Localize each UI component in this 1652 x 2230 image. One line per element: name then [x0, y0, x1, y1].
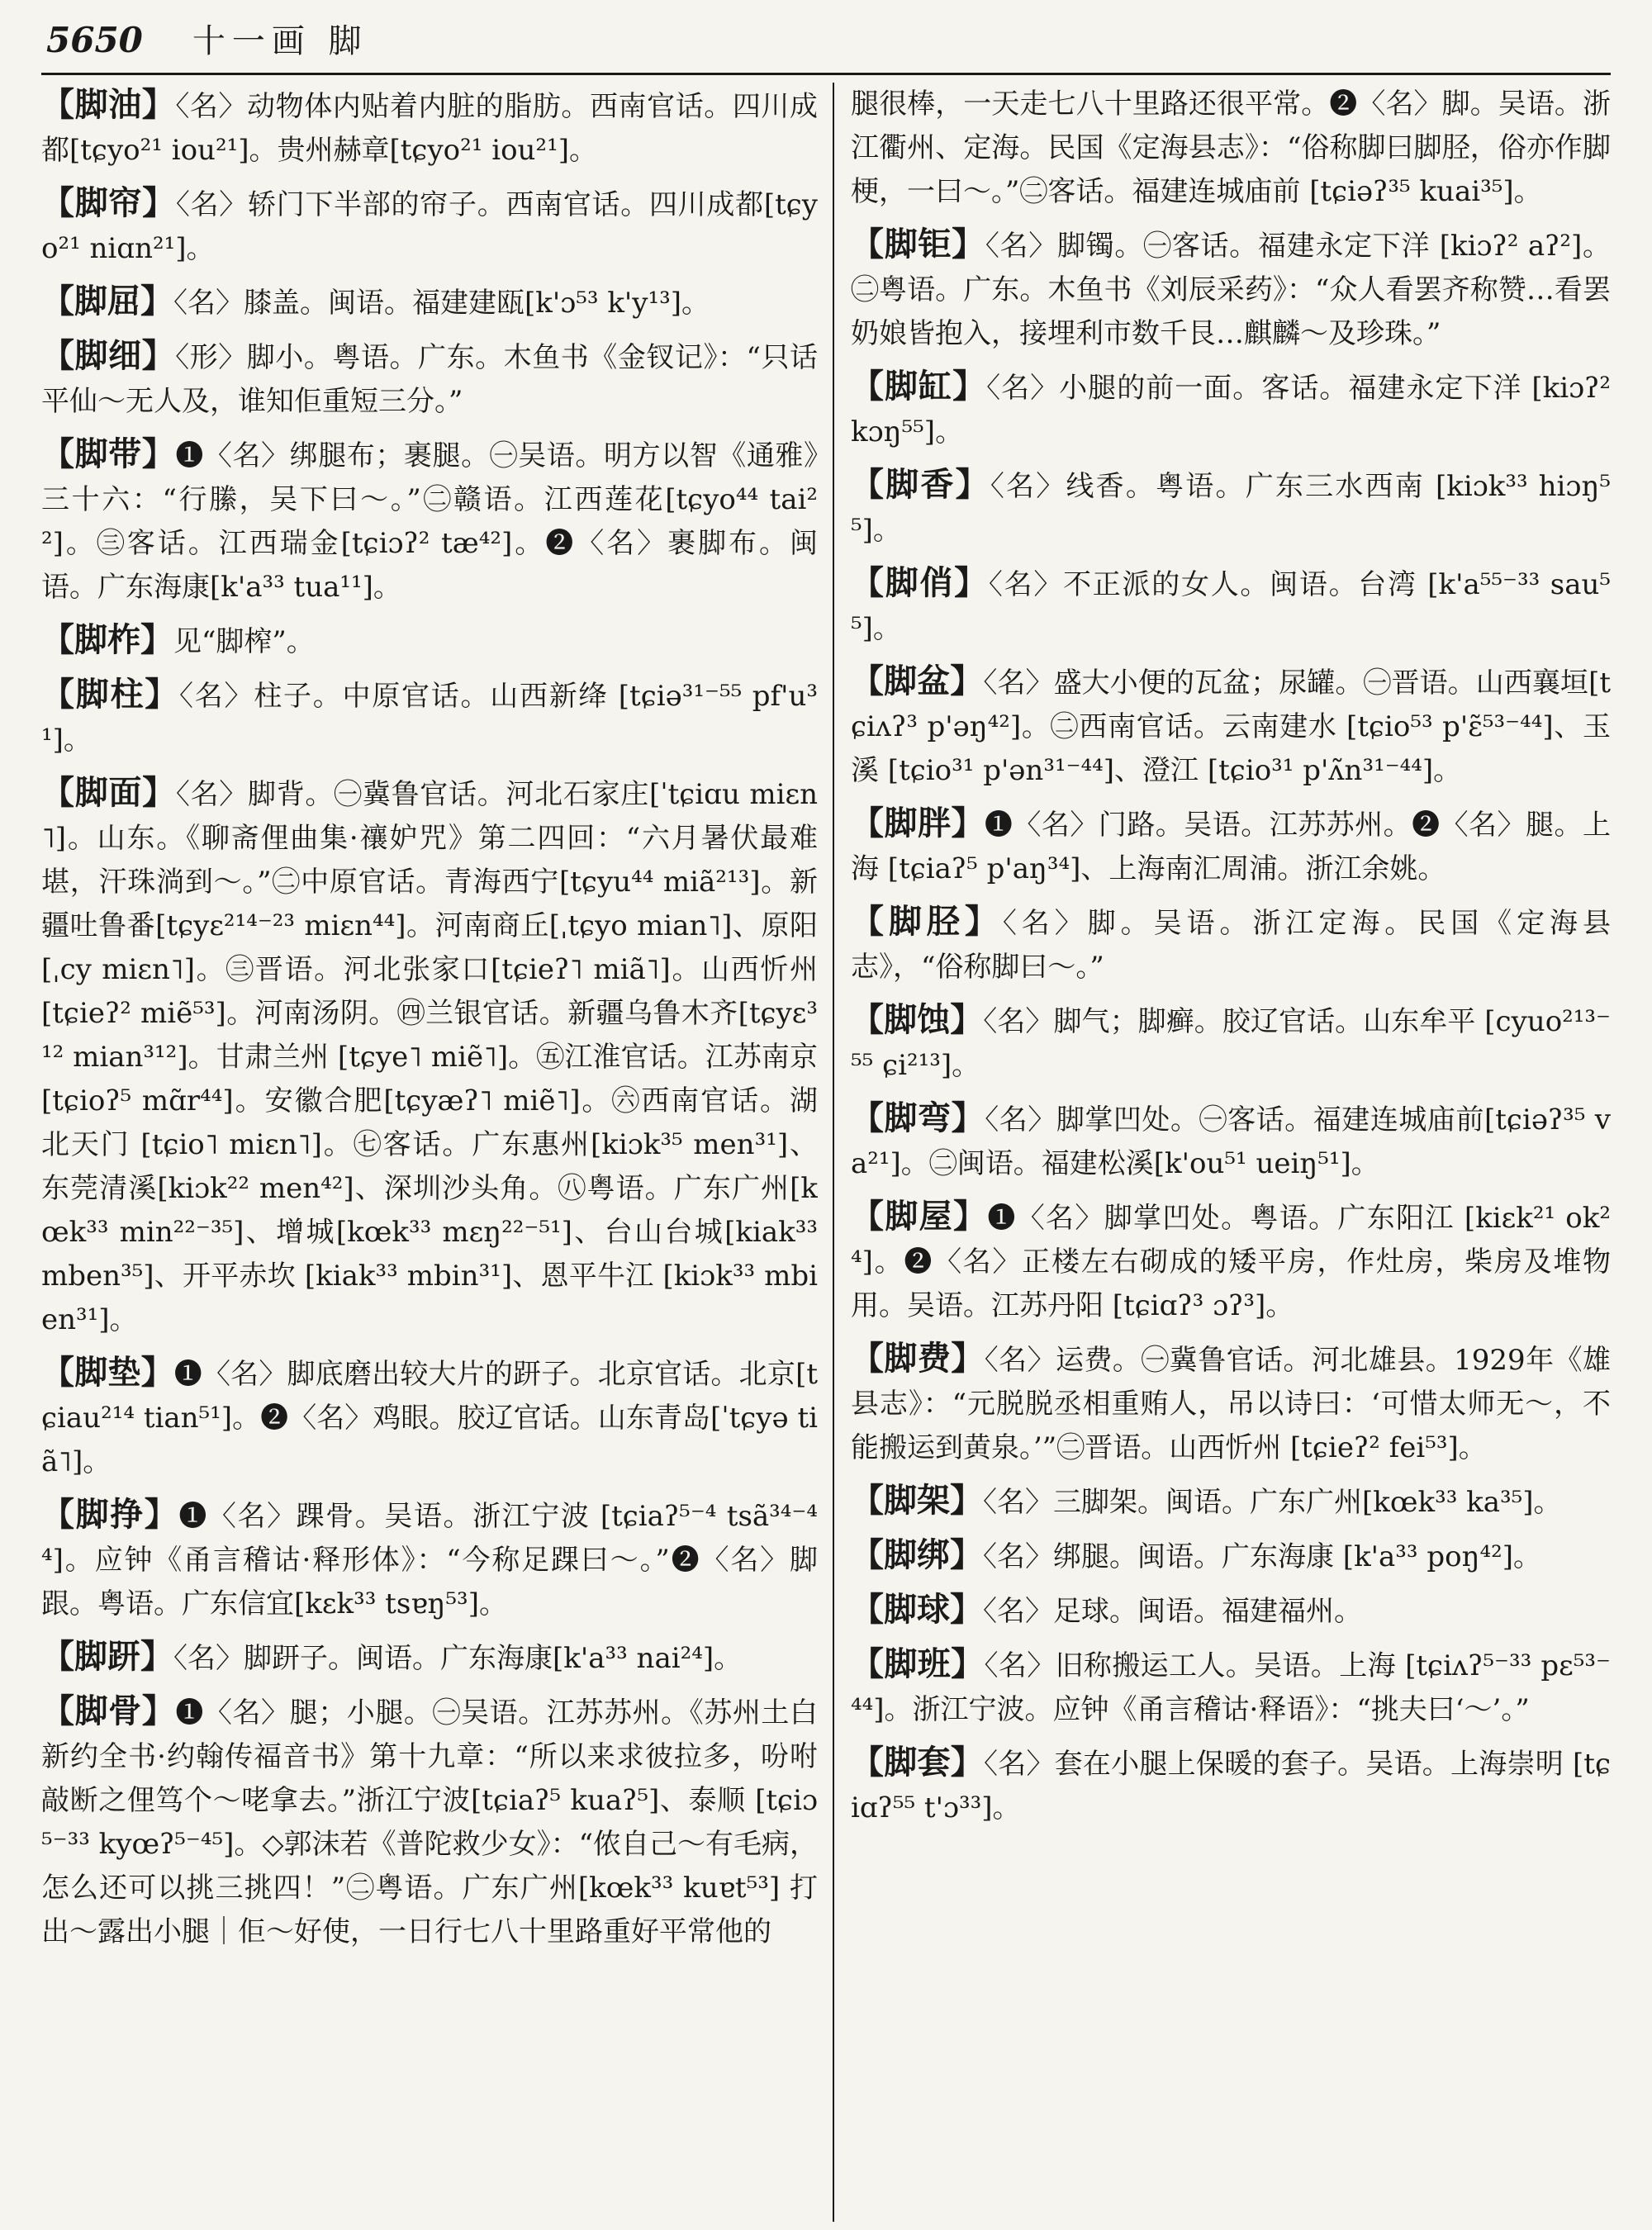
entry-headword: 【脚油】	[41, 85, 176, 124]
entry-definition: 〈名〉运费。㊀冀鲁官话。河北雄县。1929年《雄县志》：“元脱脱丞相重贿人，吊以诗曰：‘可惜太师无～，不能搬运到黄泉。’”㊁晋语。山西忻州 [tɕieʔ² fei⁵³]。	[851, 1344, 1611, 1464]
right-column	[851, 83, 1611, 2222]
entry-headword: 【脚盆】	[851, 662, 984, 700]
entry-definition: ❶〈名〉腿；小腿。㊀吴语。江苏苏州。《苏州土白新约全书·约翰传福音书》第十九章：“所以来求彼拉多，吩咐敲断之俚笃个～咾拿去。”浙江宁波[tɕiaʔ⁵ kuaʔ⁵]、泰顺 [tɕiɔ⁵⁻³³ kyœʔ⁵⁻⁴⁵]。◇郭沫若《普陀救少女》：“侬自己～有毛病，怎么还可以挑三挑四！”㊁粤语。广东广州[kœk³³ kuɐt⁵³] 打出～露出小腿｜佢～好使，一日行七八十里路重好平常他的	[41, 1696, 818, 1948]
entry-definition: 〈名〉旧称搬运工人。吴语。上海 [tɕiʌʔ⁵⁻³³ pɛ⁵³⁻⁴⁴]。浙江宁波。应钟《甬言稽诂·释语》：“挑夫曰‘～’。”	[851, 1649, 1611, 1726]
entry	[851, 1740, 1611, 1830]
entry-definition: ❶〈名〉脚底磨出较大片的趼子。北京官话。北京[tɕiau²¹⁴ tian⁵¹]。❷〈名〉鸡眼。胶辽官话。山东青岛[ˈtɕyə tiã˥]。	[41, 1358, 818, 1478]
entry-headword: 【脚带】	[41, 434, 176, 473]
entry	[851, 1642, 1611, 1732]
entry-headword: 【脚费】	[851, 1339, 985, 1378]
entry-definition: 〈形〉脚小。粤语。广东。木鱼书《金钗记》：“只话平仙～无人及，谁知佢重短三分。”	[41, 341, 818, 418]
entry-headword: 【脚球】	[851, 1590, 983, 1629]
entry-headword: 【脚屋】	[851, 1197, 988, 1236]
entry-continuation: 腿很棒，一天走七八十里路还很平常。❷〈名〉脚。吴语。浙江衢州、定海。民国《定海县志》：“俗称脚曰脚胫，俗亦作脚梗，一曰～。”㊁客话。福建连城庙前 [tɕiəʔ³⁵ kuai³⁵]。	[851, 88, 1611, 208]
entry	[851, 659, 1611, 793]
entry	[851, 801, 1611, 891]
entry-definition: 〈名〉动物体内贴着内脏的脂肪。西南官话。四川成都[tɕyo²¹ iou²¹]。贵州赫章[tɕyo²¹ iou²¹]。	[41, 90, 818, 167]
entry	[41, 334, 818, 424]
entry	[851, 899, 1611, 989]
entry	[851, 1478, 1611, 1525]
entry-headword: 【脚垫】	[41, 1353, 174, 1392]
entry-headword: 【脚钜】	[851, 225, 985, 263]
entry	[41, 771, 818, 1342]
entry	[851, 1096, 1611, 1186]
entry-definition: 〈名〉足球。闽语。福建福州。	[983, 1595, 1362, 1628]
entry	[851, 1533, 1611, 1579]
header-rule	[41, 73, 1611, 75]
entry-definition: 〈名〉盛大小便的瓦盆；尿罐。㊀晋语。山西襄垣[tɕiʌʔ³ p'əŋ⁴²]。㊁西南官话。云南建水 [tɕio⁵³ p'ɛ̃⁵³⁻⁴⁴]、玉溪 [tɕio³¹ p'ən³¹⁻⁴⁴]、澄江 [tɕio³¹ p'ʌ̃n³¹⁻⁴⁴]。	[851, 667, 1611, 787]
left-column	[41, 83, 818, 2222]
entry-definition: 〈名〉脚背。㊀冀鲁官话。河北石家庄[ˈtɕiɑu miɛn˥]。山东。《聊斋俚曲集·禳妒咒》第二四回：“六月暑伏最难堪，汗珠淌到～。”㊁中原官话。青海西宁[tɕyu⁴⁴ miã²¹³]。新疆吐鲁番[tɕyɛ²¹⁴⁻²³ miɛn⁴⁴]。河南商丘[ˌtɕyo mian˥]、原阳[ˌcy miɛn˥]。㊂晋语。河北张家口[tɕieʔ˥ miã˥]。山西忻州 [tɕieʔ² miẽ⁵³]。河南汤阴。㊃兰银官话。新疆乌鲁木齐[tɕyɛ³¹² mian³¹²]。甘肃兰州 [tɕye˥ miẽ˥]。㊄江淮官话。江苏南京[tɕioʔ⁵ mɑ̃r⁴⁴]。安徽合肥[tɕyæʔ˥ miẽ˥]。㊅西南官话。湖北天门 [tɕio˥ miɛn˥]。㊆客话。广东惠州[kiɔk³⁵ men³¹]、东莞清溪[kiɔk²² men⁴²]、深圳沙头角。㊇粤语。广东广州[kœk³³ min²²⁻³⁵]、增城[kœk³³ mɛŋ²²⁻⁵¹]、台山台城[kiak³³ mben³⁵]、开平赤坎 [kiak³³ mbin³¹]、恩平牛江 [kiɔk³³ mbien³¹]。	[41, 778, 818, 1336]
entry-headword: 【脚绑】	[851, 1535, 983, 1574]
entry-headword: 【脚面】	[41, 773, 176, 812]
entry-headword: 【脚胫】	[851, 902, 1003, 941]
entry	[41, 672, 818, 762]
entry-definition: 〈名〉脚镯。㊀客话。福建永定下洋 [kiɔʔ² aʔ²]。㊁粤语。广东。木鱼书《刘辰采药》：“众人看罢齐称赞…看罢奶娘皆抱入，接埋利市数千艮…麒麟～及珍珠。”	[851, 230, 1611, 350]
entry-definition: ❶〈名〉门路。吴语。江苏苏州。❷〈名〉腿。上海 [tɕiaʔ⁵ p'aŋ³⁴]、上海南汇周浦。浙江余姚。	[851, 809, 1611, 885]
entry-definition: 〈名〉膝盖。闽语。福建建瓯[k'ɔ⁵³ k'y¹³]。	[173, 287, 710, 320]
entry-headword: 【脚柞】	[41, 620, 173, 659]
entry	[41, 279, 818, 325]
entry-headword: 【脚香】	[851, 465, 990, 504]
entry	[41, 1350, 818, 1484]
entry-definition: 〈名〉线香。粤语。广东三水西南 [kiɔk³³ hiɔŋ⁵⁵]。	[851, 470, 1611, 547]
entry-definition: 〈名〉脚趼子。闽语。广东海康[k'a³³ nai²⁴]。	[173, 1642, 743, 1675]
entry-definition: 〈名〉脚气；脚癣。胶辽官话。山东牟平 [cyuo²¹³⁻⁵⁵ ɕi²¹³]。	[851, 1005, 1611, 1082]
entry-headword: 【脚胖】	[851, 804, 985, 842]
entry-definition: 〈名〉小腿的前一面。客话。福建永定下洋 [kiɔʔ² kɔŋ⁵⁵]。	[851, 372, 1611, 448]
entry-definition: 〈名〉脚。吴语。浙江定海。民国《定海县志》，“俗称脚曰～。”	[851, 907, 1611, 984]
entry-headword: 【脚弯】	[851, 1098, 985, 1137]
entry	[41, 1492, 818, 1626]
entry	[41, 181, 818, 271]
entry-headword: 【脚趼】	[41, 1637, 173, 1676]
entry-definition: 见“脚榨”。	[173, 625, 315, 658]
entry-definition: 〈名〉脚掌凹处。㊀客话。福建连城庙前[tɕiəʔ³⁵ va²¹]。㊁闽语。福建松溪[k'ou⁵¹ ueiŋ⁵¹]。	[851, 1103, 1611, 1180]
page-header	[46, 15, 368, 73]
entry-definition: 〈名〉绑腿。闽语。广东海康 [k'a³³ poŋ⁴²]。	[983, 1540, 1542, 1573]
entry-definition: ❶〈名〉踝骨。吴语。浙江宁波 [tɕiaʔ⁵⁻⁴ tsã³⁴⁻⁴⁴]。应钟《甬言稽诂·释形体》：“今称足踝曰～。”❷〈名〉脚跟。粤语。广东信宜[kɛk³³ tsɐŋ⁵³]。	[41, 1500, 818, 1620]
page-running-title: 十一画 脚	[192, 22, 368, 60]
entry-definition: ❶〈名〉脚掌凹处。粤语。广东阳江 [kiɛk²¹ ok²⁴]。❷〈名〉正楼左右砌成的矮平房，作灶房，柴房及堆物用。吴语。江苏丹阳 [tɕiɑʔ³ ɔʔ³]。	[851, 1202, 1611, 1322]
column-divider	[833, 83, 834, 2222]
entry	[851, 463, 1611, 553]
entry	[851, 1336, 1611, 1470]
entry-definition: 〈名〉柱子。中原官话。山西新绛 [tɕiə³¹⁻⁵⁵ pf'u³¹]。	[41, 680, 818, 757]
entry	[41, 1635, 818, 1681]
entry-headword: 【脚挣】	[41, 1495, 179, 1534]
entry	[851, 1587, 1611, 1634]
entry	[41, 83, 818, 173]
entry-headword: 【脚柱】	[41, 675, 179, 714]
entry-headword: 【脚帘】	[41, 183, 176, 222]
entry	[41, 432, 818, 610]
entry-headword: 【脚套】	[851, 1743, 984, 1782]
entry	[851, 222, 1611, 356]
entry-headword: 【脚骨】	[41, 1691, 176, 1730]
entry	[851, 1194, 1611, 1328]
entry-definition: 〈名〉三脚架。闽语。广东广州[kœk³³ ka³⁵]。	[983, 1486, 1562, 1519]
entry	[41, 1689, 818, 1954]
entry	[851, 364, 1611, 454]
entry-definition: 〈名〉套在小腿上保暖的套子。吴语。上海崇明 [tɕiɑʔ⁵⁵ t'ɔ³³]。	[851, 1748, 1611, 1824]
entry	[851, 998, 1611, 1088]
entry-headword: 【脚细】	[41, 336, 176, 375]
entry	[41, 618, 818, 664]
page-number: 5650	[46, 20, 143, 60]
entry-headword: 【脚屈】	[41, 282, 173, 320]
entry-definition: 〈名〉轿门下半部的帘子。西南官话。四川成都[tɕyo²¹ niɑn²¹]。	[41, 188, 818, 265]
entry-headword: 【脚班】	[851, 1644, 985, 1683]
entry-headword: 【脚蚀】	[851, 1000, 984, 1039]
entry-definition: 〈名〉不正派的女人。闽语。台湾 [k'a⁵⁵⁻³³ sau⁵⁵]。	[851, 568, 1611, 645]
entry-headword: 【脚架】	[851, 1481, 983, 1520]
entry-headword: 【脚俏】	[851, 563, 989, 602]
entry	[851, 561, 1611, 651]
entry-headword: 【脚缸】	[851, 367, 987, 406]
entry-definition: ❶〈名〉绑腿布；裹腿。㊀吴语。明方以智《通雅》三十六：“行縢，吴下曰～。”㊁赣语。江西莲花[tɕyo⁴⁴ tai²²]。㊂客话。江西瑞金[tɕiɔʔ² tæ⁴²]。❷〈名〉裹脚布。闽语。广东海康[k'a³³ tua¹¹]。	[41, 439, 818, 604]
